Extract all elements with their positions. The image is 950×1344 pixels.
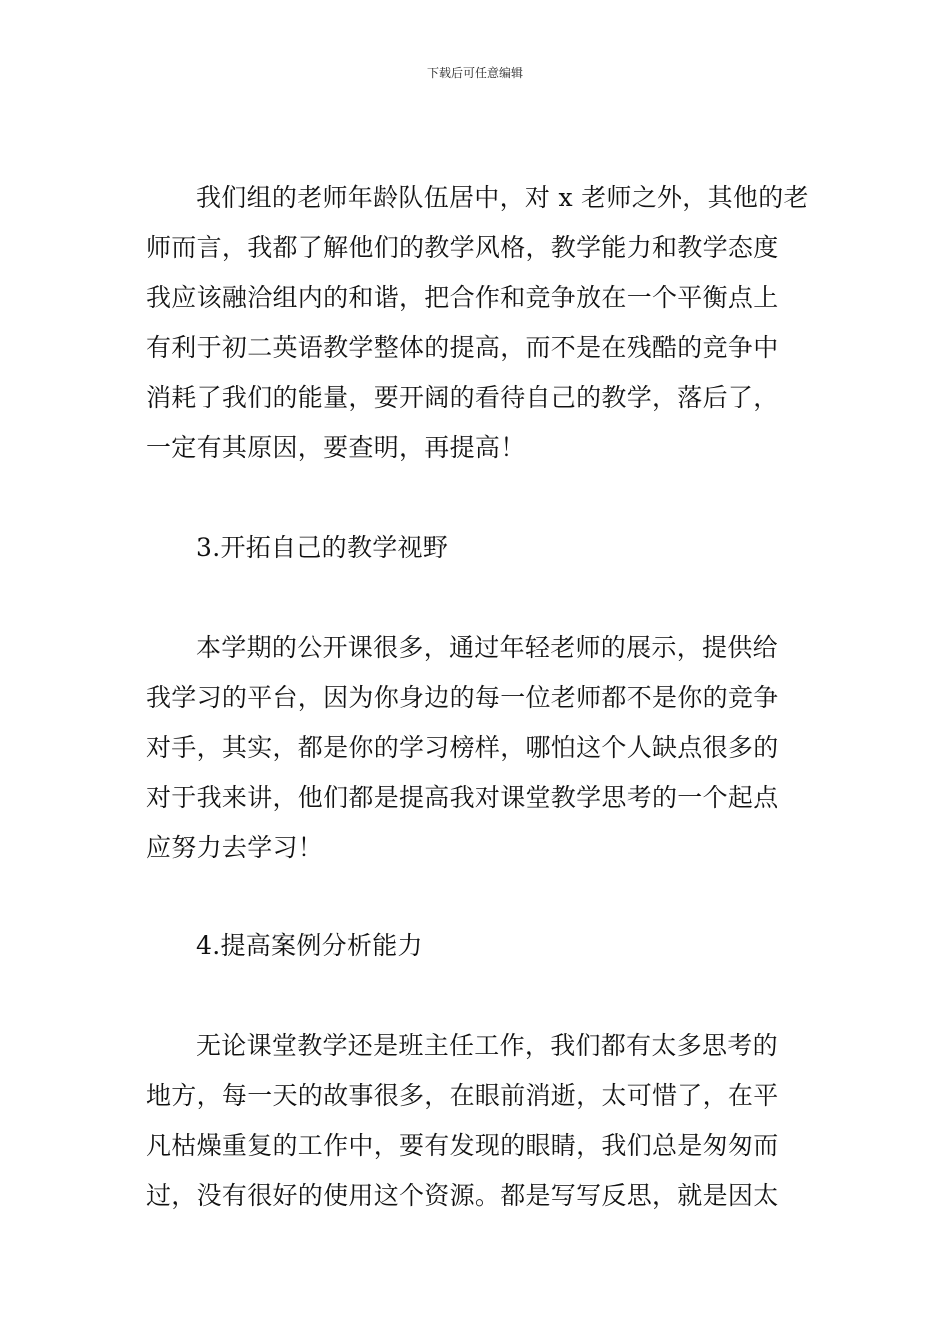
paragraph-3-line-1: 无论课堂教学还是班主任工作，我们都有太多思考的 [196,1031,778,1060]
section-heading-3: 3.开拓自己的教学视野 [196,533,449,562]
paragraph-1-line-4: 有利于初二英语教学整体的提高，而不是在残酷的竞争中 [146,333,779,362]
paragraph-2-line-2: 我学习的平台，因为你身边的每一位老师都不是你的竞争 [146,683,779,712]
section-heading-4: 4.提高案例分析能力 [196,931,423,960]
paragraph-1-line-3: 我应该融洽组内的和谐，把合作和竞争放在一个平衡点上 [146,283,779,312]
paragraph-1-line-5: 消耗了我们的能量，要开阔的看待自己的教学，落后了， [146,383,779,412]
paragraph-1-line-6: 一定有其原因，要查明，再提高！ [146,433,526,462]
paragraph-2-line-1: 本学期的公开课很多，通过年轻老师的展示，提供给 [196,633,778,662]
paragraph-2-line-3: 对手，其实，都是你的学习榜样，哪怕这个人缺点很多的 [146,733,779,762]
paragraph-2-line-4: 对于我来讲，他们都是提高我对课堂教学思考的一个起点 [146,783,779,812]
paragraph-1-line-1: 我们组的老师年龄队伍居中，对 x 老师之外，其他的老 [196,183,809,212]
paragraph-3-line-2: 地方，每一天的故事很多，在眼前消逝，太可惜了，在平 [146,1081,779,1110]
paragraph-3-line-3: 凡枯燥重复的工作中，要有发现的眼睛，我们总是匆匆而 [146,1131,779,1160]
page-header: 下载后可任意编辑 [426,66,523,80]
paragraph-2-line-5: 应努力去学习！ [146,833,324,862]
paragraph-3-line-4: 过，没有很好的使用这个资源。都是写写反思，就是因太 [146,1181,779,1210]
paragraph-1-line-2: 师而言，我都了解他们的教学风格，教学能力和教学态度 [146,233,779,262]
